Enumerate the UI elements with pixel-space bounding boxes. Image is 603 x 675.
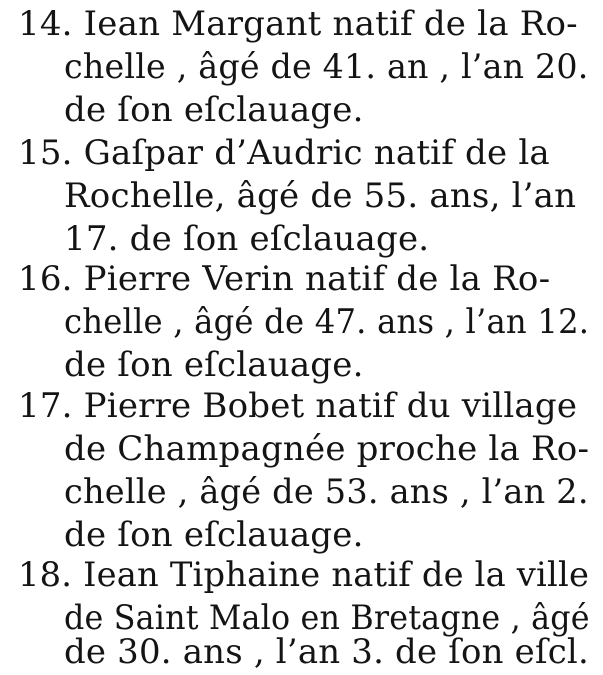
entry-line: Rochelle, âgé de 55. ans, l’an [64,176,577,216]
entry-line: 16. Pierre Verin natif de la Ro- [18,259,551,299]
entry-line: chelle , âgé de 53. ans , l’an 2. [64,472,589,512]
entry-line: de ſon eſclauage. [64,515,364,555]
entry-line: 17. de ſon eſclauage. [64,219,430,259]
entry-line: de ſon eſclauage. [64,90,364,130]
entry-line: de Saint Malo en Bretagne , âgé [64,598,590,638]
entry-line: 17. Pierre Bobet natif du village [18,386,578,426]
entry-line: 14. Iean Margant natif de la Ro- [18,4,578,44]
entry-line: de ſon eſclauage. [64,345,364,385]
entry-line: 18. Iean Tiphaine natif de la ville [18,555,590,595]
entry-line: 15. Gaſpar d’Audric natif de la [18,133,550,173]
entry-line: chelle , âgé de 41. an , l’an 20. [64,47,589,87]
entry-line: de Champagnée proche la Ro- [64,429,590,469]
entry-line: chelle , âgé de 47. ans , l’an 12. [64,302,590,342]
entry-line: de 30. ans , l’an 3. de ſon eſcl. [64,632,589,672]
